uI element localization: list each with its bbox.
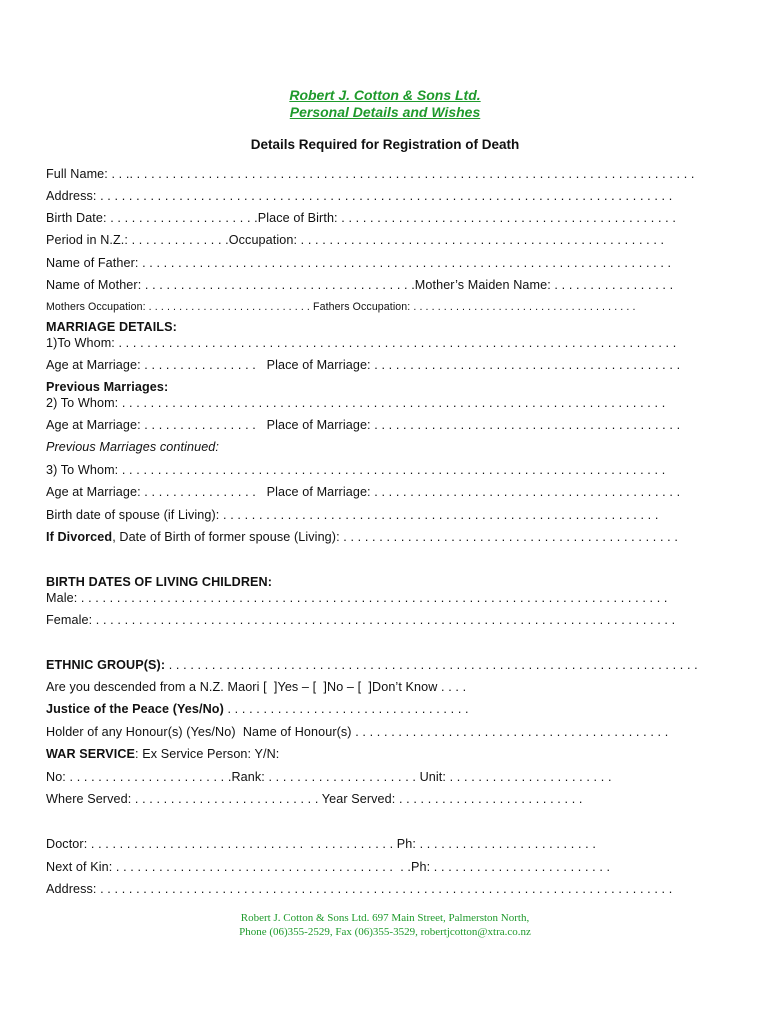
to-whom-2-field: 2) To Whom: . . . . . . . . . . . . . . . . . . . . . . . . . . . . . . . . . . . . . . . . . . . . . . . . . . . . . . . . . . . . . . . . . . . . . . . . . . . . (46, 396, 666, 410)
children-heading: BIRTH DATES OF LIVING CHILDREN: (46, 575, 273, 589)
justice-peace-dots: . . . . . . . . . . . . . . . . . . . . . . . . . . . . . . . . . . (223, 702, 469, 716)
previous-marriages-continued: Previous Marriages continued: (46, 440, 220, 454)
kin-address-field: Address: . . . . . . . . . . . . . . . . . . . . . . . . . . . . . . . . . . . . . . . . . . . . . . . . . . . . . . . . . . . . . . . . . . . . . . . . . . . . . . . . (46, 882, 673, 896)
footer-contact: Phone (06)355-2529, Fax (06)355-3529, robertjcotton@xtra.co.nz (239, 926, 531, 938)
honours-field: Holder of any Honour(s) (Yes/No) Name of Honour(s) . . . . . . . . . . . . . . . . . . . . . . . . . . . . . . . . . . . . . . . . . . . . (46, 725, 669, 739)
ethnic-group-dots: . . . . . . . . . . . . . . . . . . . . . . . . . . . . . . . . . . . . . . . . . . . . . . . . . . . . . . . . . . . . . . . . . . . . . . . . . . (165, 658, 698, 672)
where-served-field: Where Served: . . . . . . . . . . . . . . . . . . . . . . . . . . Year Served: . . . . . . . . . . . . . . . . . . . . . . . . . . (46, 792, 583, 806)
ethnic-group-label: ETHNIC GROUP(S): (46, 658, 166, 672)
footer-address: Robert J. Cotton & Sons Ltd. 697 Main Street, Palmerston North, (240, 912, 530, 924)
female-field: Female: . . . . . . . . . . . . . . . . . . . . . . . . . . . . . . . . . . . . . . . . . . . . . . . . . . . . . . . . . . . . . . . . . . . . . . . . . . . . . . . . . (46, 613, 676, 627)
justice-peace-field (46, 702, 469, 717)
doctor-field: Doctor: . . . . . . . . . . . . . . . . . . . . . . . . . . . . . . . . . . . . . . . . . . Ph: . . . . . . . . . . . . . . . . . . . . . . . . . (46, 837, 596, 851)
address-field: Address: . . . . . . . . . . . . . . . . . . . . . . . . . . . . . . . . . . . . . . . . . . . . . . . . . . . . . . . . . . . . . . . . . . . . . . . . . . . . . . . . (46, 189, 673, 203)
birth-date-field: Birth Date: . . . . . . . . . . . . . . . . . . . . .Place of Birth: . . . . . . . . . . . . . . . . . . . . . . . . . . . . . . . . . . . . . . . . . . . . . . . (46, 211, 676, 225)
full-name-field: Full Name: . . .. . . . . . . . . . . . . . . . . . . . . . . . . . . . . . . . . . . . . . . . . . . . . . . . . . . . . . . . . . . . . . . . . . . . . . . . . . . . . . . (46, 167, 695, 181)
to-whom-3-field: 3) To Whom: . . . . . . . . . . . . . . . . . . . . . . . . . . . . . . . . . . . . . . . . . . . . . . . . . . . . . . . . . . . . . . . . . . . . . . . . . . . . (46, 463, 666, 477)
maori-descent-field: Are you descended from a N.Z. Maori [ ]Yes – [ ]No – [ ]Don’t Know . . . . (46, 680, 467, 694)
justice-peace-label: Justice of the Peace (Yes/No) (46, 702, 224, 716)
mother-name-field: Name of Mother: . . . . . . . . . . . . . . . . . . . . . . . . . . . . . . . . . . . . . .Mother’s Maiden Name: . . . . . . . . . . . . . . . . . (46, 278, 674, 292)
male-field: Male: . . . . . . . . . . . . . . . . . . . . . . . . . . . . . . . . . . . . . . . . . . . . . . . . . . . . . . . . . . . . . . . . . . . . . . . . . . . . . . . . . . (46, 591, 668, 605)
war-service-label: WAR SERVICE (46, 747, 136, 761)
page-heading: Details Required for Registration of Death (250, 137, 520, 152)
period-nz-field: Period in N.Z.: . . . . . . . . . . . . . .Occupation: . . . . . . . . . . . . . . . . . . . . . . . . . . . . . . . . . . . . . . . . . . . . . . . . . . . (46, 233, 665, 247)
father-name-field: Name of Father: . . . . . . . . . . . . . . . . . . . . . . . . . . . . . . . . . . . . . . . . . . . . . . . . . . . . . . . . . . . . . . . . . . . . . . . . . . (46, 256, 672, 270)
age-marriage-3-field: Age at Marriage: . . . . . . . . . . . . . . . . Place of Marriage: . . . . . . . . . . . . . . . . . . . . . . . . . . . . . . . . . . . . . . . . . . . (46, 485, 681, 499)
document-subtitle: Personal Details and Wishes (289, 104, 481, 120)
previous-marriages-heading: Previous Marriages: (46, 380, 169, 394)
divorced-label: If Divorced (46, 530, 113, 544)
marriage-details-heading: MARRIAGE DETAILS: (46, 320, 177, 334)
war-number-field: No: . . . . . . . . . . . . . . . . . . . . . . .Rank: . . . . . . . . . . . . . . . . . . . . . Unit: . . . . . . . . . . . . . . . . . . . . . . . (46, 770, 612, 784)
ethnic-group-field (46, 658, 698, 673)
company-title: Robert J. Cotton & Sons Ltd. (289, 87, 481, 103)
age-marriage-2-field: Age at Marriage: . . . . . . . . . . . . . . . . Place of Marriage: . . . . . . . . . . . . . . . . . . . . . . . . . . . . . . . . . . . . . . . . . . . (46, 418, 681, 432)
spouse-birth-field: Birth date of spouse (if Living): . . . . . . . . . . . . . . . . . . . . . . . . . . . . . . . . . . . . . . . . . . . . . . . . . . . . . . . . . . . . . (46, 508, 659, 522)
to-whom-1-field: 1)To Whom: . . . . . . . . . . . . . . . . . . . . . . . . . . . . . . . . . . . . . . . . . . . . . . . . . . . . . . . . . . . . . . . . . . . . . . . . . . . . . . (46, 336, 677, 350)
parents-occupation-field: Mothers Occupation: . . . . . . . . . . . . . . . . . . . . . . . . . . . Fathers Occupation: . . . . . . . . . . . . . . . . . . . . . . . . . . . . . . . . . . . . . (46, 301, 636, 313)
divorced-text: , Date of Birth of former spouse (Living): . . . . . . . . . . . . . . . . . . . . . . . . . . . . . . . . . . . . . . . . . . . . . . . (112, 530, 678, 544)
war-service-text: : Ex Service Person: Y/N: (135, 747, 280, 761)
next-of-kin-field: Next of Kin: . . . . . . . . . . . . . . . . . . . . . . . . . . . . . . . . . . . . . . . . .Ph: . . . . . . . . . . . . . . . . . . . . . . . . . (46, 860, 611, 874)
divorced-field (46, 530, 678, 545)
age-marriage-1-field: Age at Marriage: . . . . . . . . . . . . . . . . Place of Marriage: . . . . . . . . . . . . . . . . . . . . . . . . . . . . . . . . . . . . . . . . . . . (46, 358, 681, 372)
war-service-field (46, 747, 279, 762)
